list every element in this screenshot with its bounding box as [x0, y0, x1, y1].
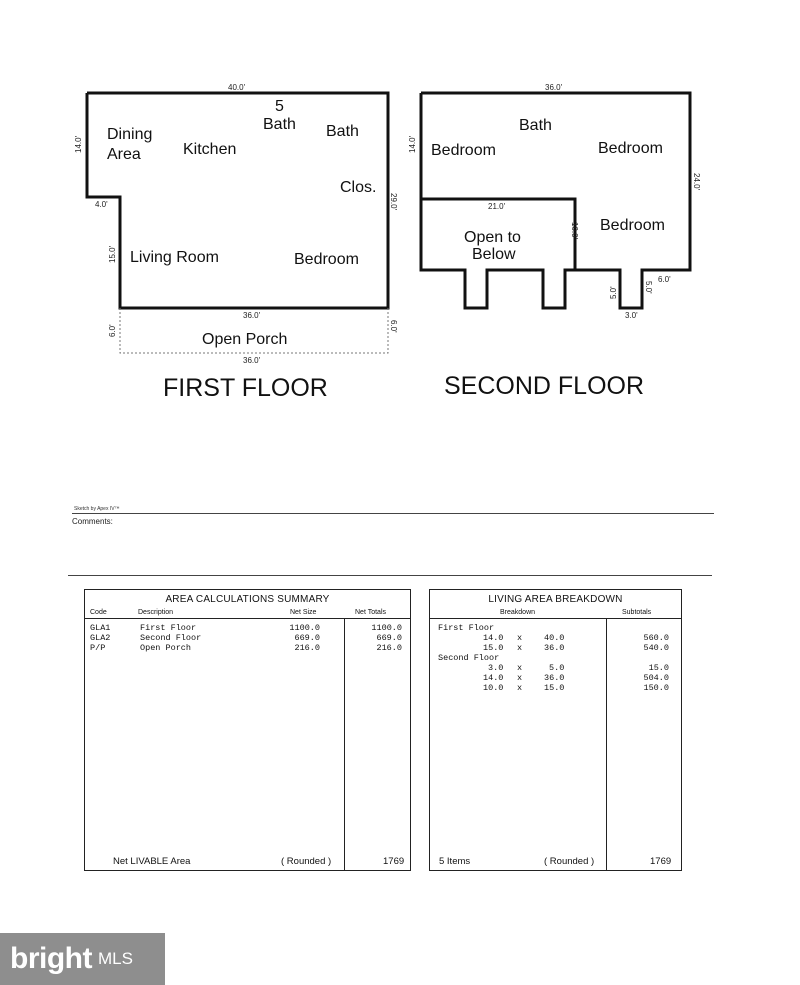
- breakdown-operator: x: [517, 683, 523, 693]
- header-code: Code: [90, 609, 107, 616]
- table-row-net-size: 216.0: [294, 643, 320, 653]
- breakdown-subtotal: 15.0: [648, 663, 669, 673]
- breakdown-section-label: Second Floor: [438, 653, 500, 663]
- dim-first-top: 40.0': [228, 83, 246, 92]
- room-open-to-below-line2: Below: [472, 246, 516, 263]
- dim-porch-bottom: 36.0': [243, 356, 261, 365]
- summary-header-rule: [85, 618, 410, 619]
- divider-bottom: [68, 575, 712, 576]
- breakdown-operator: x: [517, 643, 523, 653]
- room-half-bath-number: 5: [275, 98, 284, 115]
- table-row-code: GLA2: [90, 633, 111, 643]
- table-row-net-total: 1100.0: [371, 623, 402, 633]
- dim-second-left: 14.0': [408, 135, 417, 153]
- room-dining-line1: Dining: [107, 126, 153, 143]
- bright-mls-logo: [0, 933, 165, 985]
- dim-second-bay-right: 5.0': [644, 281, 653, 294]
- header-description: Description: [138, 609, 174, 616]
- dim-second-step: 6.0': [658, 275, 671, 284]
- dim-second-inner-horizontal: 21.0': [488, 202, 506, 211]
- breakdown-column-rule: [606, 618, 607, 870]
- breakdown-section-label: First Floor: [438, 623, 495, 633]
- breakdown-value-b: 5.0: [549, 663, 565, 673]
- brand-wordmark: bright: [10, 942, 92, 975]
- breakdown-operator: x: [517, 633, 523, 643]
- dim-first-bottom: 36.0': [243, 311, 261, 320]
- header-net-size: Net Size: [290, 609, 317, 616]
- breakdown-header-rule: [430, 618, 681, 619]
- breakdown-value-a: 3.0: [488, 663, 504, 673]
- dim-first-right: 29.0': [389, 193, 398, 211]
- breakdown-rounded-label: ( Rounded ): [544, 856, 595, 867]
- dim-second-top: 36.0': [545, 83, 563, 92]
- breakdown-subtotal: 560.0: [643, 633, 669, 643]
- room-second-bedroom-right: Bedroom: [598, 140, 663, 157]
- second-floor-outline: [421, 93, 690, 308]
- floor-plans: [0, 0, 800, 420]
- dim-porch-left: 6.0': [108, 324, 117, 337]
- room-closet: Clos.: [340, 179, 377, 196]
- breakdown-value-b: 36.0: [544, 673, 565, 683]
- table-row-description: First Floor: [140, 623, 197, 633]
- table-row-net-total: 216.0: [376, 643, 402, 653]
- table-row-description: Open Porch: [140, 643, 192, 653]
- room-second-bath: Bath: [519, 117, 552, 134]
- breakdown-subtotal: 150.0: [643, 683, 669, 693]
- breakdown-value-b: 15.0: [544, 683, 565, 693]
- dim-second-right: 24.0': [692, 173, 701, 191]
- dim-first-left-upper: 14.0': [74, 135, 83, 153]
- comments-label: Comments:: [72, 517, 113, 526]
- breakdown-operator: x: [517, 673, 523, 683]
- second-floor-title: SECOND FLOOR: [444, 372, 645, 400]
- table-row-net-size: 669.0: [294, 633, 320, 643]
- breakdown-value-b: 40.0: [544, 633, 565, 643]
- dim-first-left-lower: 15.0': [108, 245, 117, 263]
- net-livable-area-total: 1769: [383, 856, 405, 867]
- room-dining-line2: Area: [107, 146, 141, 163]
- header-breakdown: Breakdown: [500, 609, 536, 616]
- summary-rounded-label: ( Rounded ): [281, 856, 332, 867]
- room-open-porch: Open Porch: [202, 331, 288, 348]
- table-row-description: Second Floor: [140, 633, 202, 643]
- header-net-totals: Net Totals: [355, 609, 386, 616]
- brand-suffix: MLS: [97, 949, 133, 968]
- room-bedroom: Bedroom: [294, 251, 359, 268]
- first-floor-title: FIRST FLOOR: [163, 374, 328, 402]
- divider-top: [72, 513, 714, 514]
- header-subtotals: Subtotals: [622, 609, 652, 616]
- net-livable-area-label: Net LIVABLE Area: [113, 856, 191, 867]
- dim-second-inner-vertical: 10.0': [570, 222, 579, 240]
- table-row-code: GLA1: [90, 623, 111, 633]
- dim-second-bay-left: 5.0': [609, 286, 618, 299]
- breakdown-operator: x: [517, 663, 523, 673]
- living-area-breakdown: [429, 589, 682, 871]
- dim-porch-right: 6.0': [389, 320, 398, 333]
- table-row-code: P/P: [90, 643, 106, 653]
- second-floor-plan: [421, 93, 690, 308]
- breakdown-value-a: 14.0: [483, 633, 504, 643]
- room-living-room: Living Room: [130, 249, 219, 266]
- breakdown-value-b: 36.0: [544, 643, 565, 653]
- dim-first-notch: 4.0': [95, 200, 108, 209]
- breakdown-subtotal: 540.0: [643, 643, 669, 653]
- room-half-bath-label: Bath: [263, 116, 296, 133]
- room-open-to-below-line1: Open to: [464, 229, 521, 246]
- area-summary-title: AREA CALCULATIONS SUMMARY: [165, 594, 330, 605]
- breakdown-value-a: 10.0: [483, 683, 504, 693]
- room-second-bedroom-left: Bedroom: [431, 142, 496, 159]
- dim-second-bay-bottom: 3.0': [625, 311, 638, 320]
- breakdown-total: 1769: [650, 856, 672, 867]
- breakdown-items-count: 5 Items: [439, 856, 471, 867]
- sketch-credit: Sketch by Apex IV™: [74, 506, 120, 512]
- room-second-bedroom-lower: Bedroom: [600, 217, 665, 234]
- breakdown-value-a: 14.0: [483, 673, 504, 683]
- area-calculations-summary: [84, 589, 411, 871]
- breakdown-value-a: 15.0: [483, 643, 504, 653]
- room-bath: Bath: [326, 123, 359, 140]
- table-row-net-size: 1100.0: [289, 623, 320, 633]
- breakdown-subtotal: 504.0: [643, 673, 669, 683]
- table-row-net-total: 669.0: [376, 633, 402, 643]
- room-kitchen: Kitchen: [183, 141, 237, 158]
- summary-column-rule: [344, 618, 345, 870]
- breakdown-title: LIVING AREA BREAKDOWN: [488, 594, 623, 605]
